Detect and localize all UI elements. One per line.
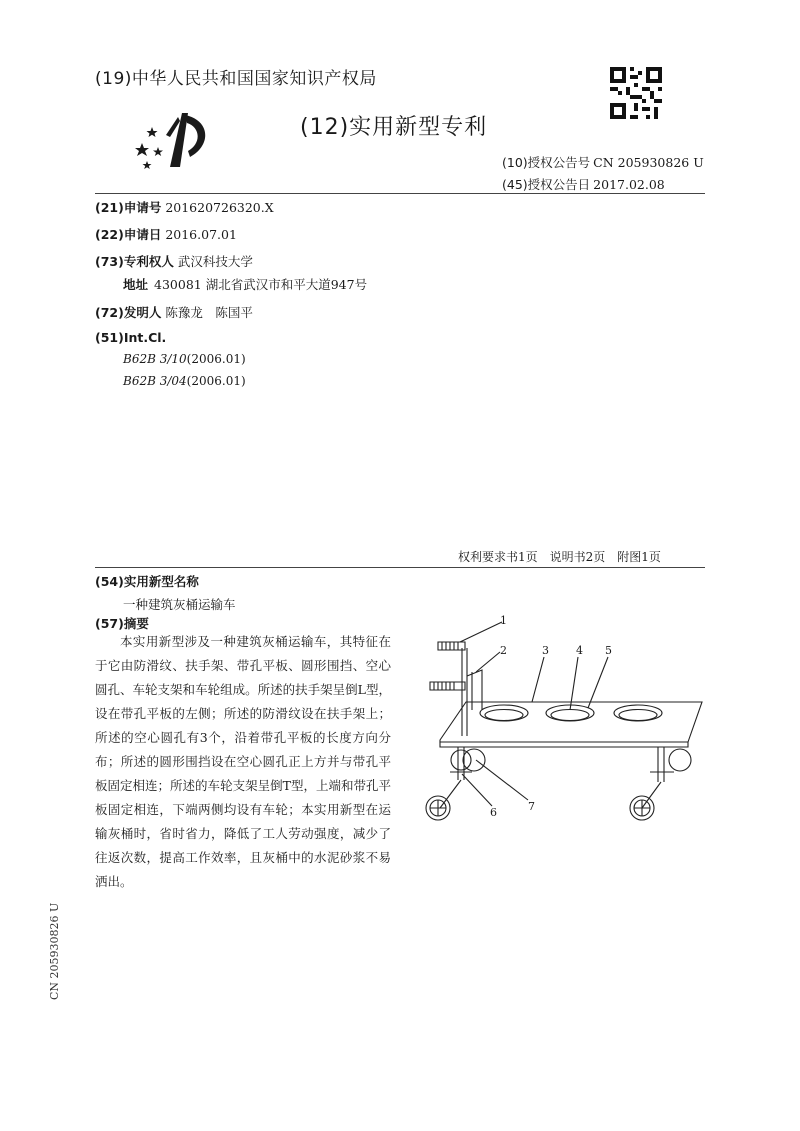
figure-label: 1 (500, 614, 507, 627)
inventors: (72)发明人 陈豫龙 陈国平 (95, 305, 253, 320)
header-divider (95, 193, 705, 194)
publication-date: (45)授权公告日 2017.02.08 (502, 177, 665, 192)
cart-drawing (420, 610, 715, 825)
page-counts: 权利要求书1页 说明书2页 附图1页 (458, 550, 661, 564)
int-cl-label: (51)Int.Cl. (95, 330, 167, 345)
publication-number: (10)授权公告号 CN 205930826 U (502, 155, 704, 170)
document-type: (12)实用新型专利 (300, 115, 488, 140)
side-publication-number: CN 205930826 U (48, 902, 61, 1000)
application-number: (21)申请号 201620726320.X (95, 200, 274, 215)
utility-model-title-label: (54)实用新型名称 (95, 574, 199, 589)
figure-label: 3 (542, 644, 549, 657)
ipc-code: B62B 3/04(2006.01) (123, 374, 246, 388)
figure-label: 2 (500, 644, 507, 657)
application-date: (22)申请日 2016.07.01 (95, 227, 237, 242)
figure-label: 6 (490, 806, 497, 819)
section-divider (95, 567, 705, 568)
qr-code-icon (610, 67, 662, 119)
issuing-office: (19)中华人民共和国国家知识产权局 (95, 69, 377, 89)
abstract-text: 本实用新型涉及一种建筑灰桶运输车，其特征在于它由防滑纹、扶手架、带孔平板、圆形围挡、空心圆孔、车轮支架和车轮组成。所述的扶手架呈倒L型，设在带孔平板的左侧；所述的防滑纹设在扶手架上；所述的空心圆孔有3个，沿着带孔平板的长度方向分布；所述的圆形围挡设在空心圆孔正上方并与带孔平板固定相连；所述的车轮支架呈倒T型，上端和带孔平板固定相连，下端两侧均设有车轮；本实用新型在运输灰桶时，省时省力，降低了工人劳动强度，减少了往返次数，提高工作效率，且灰桶中的水泥砂浆不易洒出。 (95, 634, 391, 889)
figure-label: 4 (576, 644, 583, 657)
cnipa-logo-icon (130, 105, 215, 175)
ipc-code: B62B 3/10(2006.01) (123, 352, 246, 366)
patentee: (73)专利权人 武汉科技大学 (95, 254, 253, 269)
abstract-label: (57)摘要 (95, 616, 149, 631)
address: 地址 430081 湖北省武汉市和平大道947号 (123, 277, 368, 292)
utility-model-title: 一种建筑灰桶运输车 (123, 597, 236, 612)
figure-label: 7 (528, 800, 535, 813)
figure-label: 5 (605, 644, 612, 657)
